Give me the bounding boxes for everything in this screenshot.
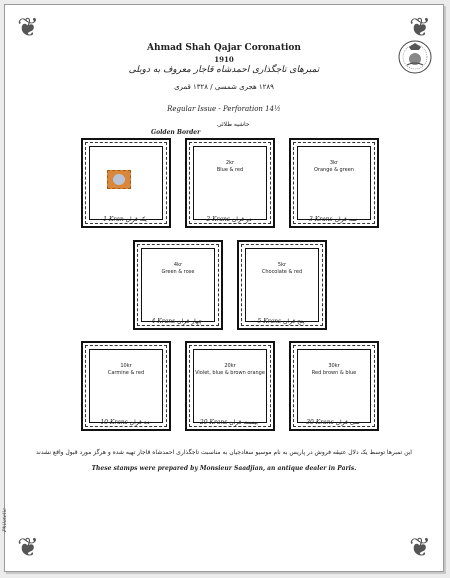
- stamp-frame-1[interactable]: [81, 138, 171, 228]
- stamp-description: 3kr Orange & green: [314, 160, 354, 173]
- issue-label: Regular Issue - Perforation 14½: [167, 105, 281, 113]
- stamp-caption-1: 1 Kran یک قران: [103, 216, 147, 223]
- stamp-frame-2[interactable]: [185, 138, 275, 228]
- stamp-frame-5[interactable]: [237, 240, 327, 330]
- stamp-image: [107, 170, 131, 189]
- stamp-description: 5kr Chocolate & red: [261, 262, 303, 275]
- album-page: [1, 4, 444, 572]
- corner-ornament-bottom-left: ❦: [17, 533, 39, 563]
- stamp-description: 2kr Blue & red: [216, 160, 244, 173]
- border-label-persian: حاشیه طلائی: [217, 121, 250, 128]
- corner-ornament-top-left: ❦: [17, 13, 39, 43]
- stamp-description: 30kr Red brown & blue: [311, 363, 357, 376]
- persian-title: تمبرهای تاجگذاری احمدشاه قاجار معروف به دوبلی: [128, 65, 320, 75]
- signature: Philatelic: [1, 508, 8, 532]
- stamp-caption-7: 20 Krans بیست قران: [199, 419, 259, 426]
- stamp-caption-4: 4 Krans چهار قران: [151, 318, 203, 325]
- stamp-frame-7[interactable]: [185, 341, 275, 431]
- stamp-caption-6: 10 Krans ده قران: [100, 419, 150, 426]
- stamp-frame-3[interactable]: [289, 138, 379, 228]
- stamp-description: 20kr Violet, blue & brown orange: [195, 363, 265, 376]
- persian-date: ۱۲۸۹ هجری شمسی / ۱۳۲۸ قمری: [174, 83, 274, 91]
- stamp-frame-6[interactable]: [81, 341, 171, 431]
- stamp-portrait: [113, 174, 125, 185]
- stamp-caption-3: 3 Krans سه قران: [309, 216, 357, 223]
- corner-ornament-top-right: ❦: [409, 13, 431, 43]
- stamp-description: 4kr Green & rose: [161, 262, 195, 275]
- stamp-frame-8[interactable]: [289, 341, 379, 431]
- stamp-frame-4[interactable]: [133, 240, 223, 330]
- border-label: Golden Border: [151, 129, 201, 136]
- page-year: 1910: [214, 55, 234, 64]
- page-title: Ahmad Shah Qajar Coronation: [147, 43, 301, 53]
- corner-ornament-bottom-right: ❦: [409, 533, 431, 563]
- persian-note: این تمبرها توسط یک دلال عتیقه فروش در پاریس به نام موسیو سعادجیان به مناسبت تاجگذاری احمدشاه قاجار تهیه شده و هرگز مورد قبول واقع نشدند: [36, 449, 412, 456]
- stamp-caption-8: 30 Krans سی قران: [306, 419, 360, 426]
- english-note: These stamps were prepared by Monsieur Saadjian, an antique dealer in Paris.: [91, 465, 357, 472]
- stamp-caption-2: 2 Krans دو قران: [206, 216, 252, 223]
- stamp-caption-5: 5 Krans پنج قران: [257, 318, 305, 325]
- stamp-description: 10kr Carmine & red: [107, 363, 145, 376]
